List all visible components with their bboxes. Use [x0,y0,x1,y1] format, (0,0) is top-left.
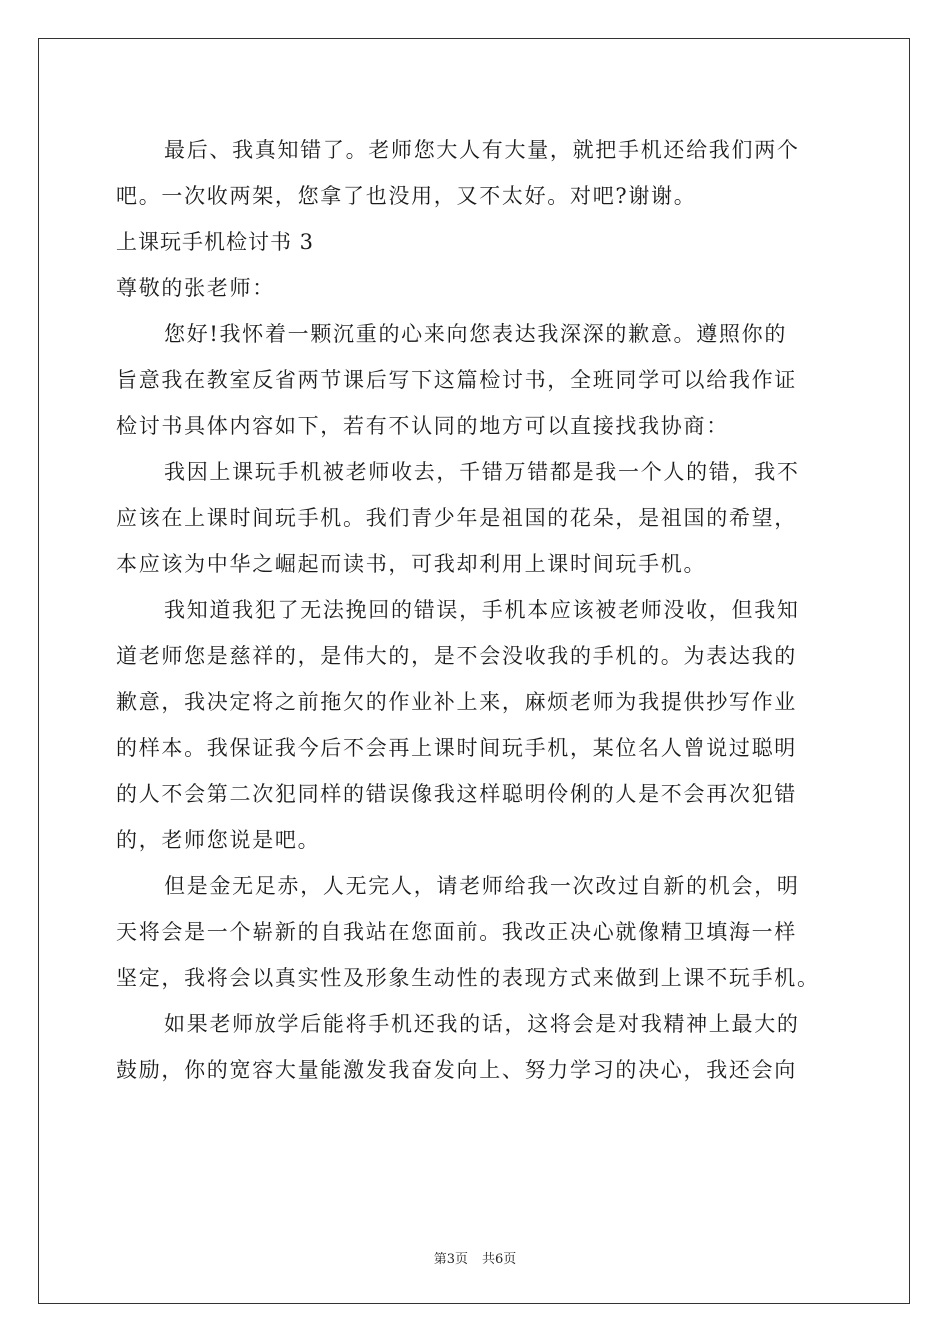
text-line: 鼓励，你的宽容大量能激发我奋发向上、努力学习的决心，我还会向 [116,1058,797,1082]
text-line: 吧。一次收两架，您拿了也没用，又不太好。对吧?谢谢。 [116,184,697,208]
text-line: 我知道我犯了无法挽回的错误，手机本应该被老师没收，但我知 [164,598,800,622]
salutation: 尊敬的张老师： [116,276,275,300]
text-line: 歉意，我决定将之前拖欠的作业补上来，麻烦老师为我提供抄写作业 [116,690,797,714]
page-number: 第3页 [433,1252,468,1267]
text-line: 天将会是一个崭新的自我站在您面前。我改正决心就像精卫填海一样 [116,920,797,944]
text-line: 应该在上课时间玩手机。我们青少年是祖国的花朵，是祖国的希望， [116,506,797,530]
text-line: 的，老师您说是吧。 [116,828,321,852]
document-body [116,130,836,1096]
text-line: 旨意我在教室反省两节课后写下这篇检讨书，全班同学可以给我作证 [116,368,797,392]
text-line: 您好!我怀着一颗沉重的心来向您表达我深深的歉意。遵照你的 [164,322,788,346]
text-line: 坚定，我将会以真实性及形象生动性的表现方式来做到上课不玩手机。 [116,966,820,990]
text-line: 检讨书具体内容如下，若有不认同的地方可以直接找我协商： [116,414,729,438]
section-heading: 上课玩手机检讨书 3 [116,230,315,254]
text-line: 我因上课玩手机被老师收去，千错万错都是我一个人的错，我不 [164,460,800,484]
text-line: 本应该为中华之崛起而读书，可我却利用上课时间玩手机。 [116,552,707,576]
text-line: 如果老师放学后能将手机还我的话，这将会是对我精神上最大的 [164,1012,800,1036]
text-line: 但是金无足赤，人无完人，请老师给我一次改过自新的机会，明 [164,874,800,898]
text-line: 的样本。我保证我今后不会再上课时间玩手机，某位名人曾说过聪明 [116,736,797,760]
text-line: 最后、我真知错了。老师您大人有大量，就把手机还给我们两个 [164,138,800,162]
text-line: 道老师您是慈祥的，是伟大的，是不会没收我的手机的。为表达我的 [116,644,797,668]
text-line: 的人不会第二次犯同样的错误像我这样聪明伶俐的人是不会再次犯错 [116,782,797,806]
page-footer [0,1248,950,1267]
page-total: 共6页 [482,1252,517,1267]
